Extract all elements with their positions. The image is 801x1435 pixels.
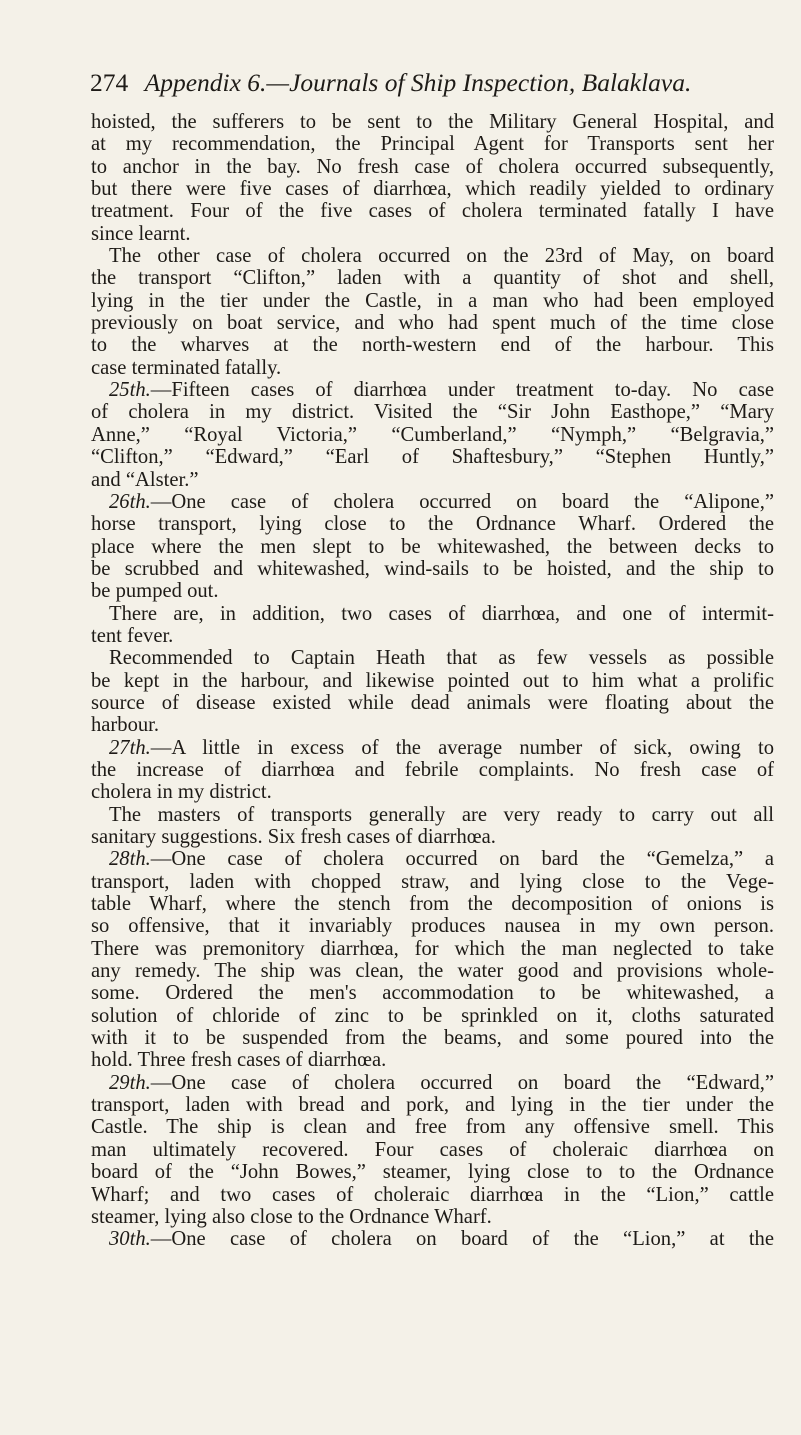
entry-date: 28th. <box>109 848 151 871</box>
text-line <box>91 334 774 356</box>
text-line <box>91 223 774 245</box>
line-text: be kept in the harbour, and likewise pointed out to him what a prolific <box>91 669 774 692</box>
line-text: —One case of cholera on board of the “Lion,” at the <box>150 1228 774 1251</box>
text-line <box>91 267 774 289</box>
text-line <box>91 1027 774 1049</box>
text-line <box>91 558 774 580</box>
line-text: Castle. The ship is clean and free from any offensive smell. This <box>91 1116 774 1139</box>
text-line <box>91 1116 774 1138</box>
text-line <box>91 692 774 714</box>
text-line <box>91 759 774 781</box>
entry-date: 29th. <box>109 1071 151 1094</box>
line-text: be pumped out. <box>91 580 219 603</box>
line-text: the increase of diarrhœa and febrile complaints. No fresh case of <box>91 758 774 781</box>
line-text: source of disease existed while dead animals were floating about the <box>91 691 774 714</box>
line-text: —One case of cholera occurred on board the “Alipone,” <box>150 490 774 513</box>
line-text: tent fever. <box>91 624 174 647</box>
text-line <box>91 401 774 423</box>
line-text: be scrubbed and whitewashed, wind-sails to be hoisted, and the ship to <box>91 557 774 580</box>
text-line <box>91 1005 774 1027</box>
line-text: Wharf; and two cases of choleraic diarrhœa in the “Lion,” cattle <box>91 1183 774 1206</box>
dated-entry-line <box>91 491 774 513</box>
text-line <box>91 804 774 826</box>
text-line <box>91 1184 774 1206</box>
dated-entry-line <box>91 1228 774 1250</box>
text-line <box>91 424 774 446</box>
line-text: man ultimately recovered. Four cases of choleraic diarrhœa on <box>91 1138 774 1161</box>
page-title: Appendix 6.—Journals of Ship Inspection, Balaklava. <box>144 68 692 97</box>
entry-date: 25th. <box>109 379 151 402</box>
text-line <box>91 133 774 155</box>
line-text: place where the men slept to be whitewashed, the between decks to <box>91 535 774 558</box>
line-text: board of the “John Bowes,” steamer, lying close to to the Ordnance <box>91 1161 774 1184</box>
line-text: Anne,” “Royal Victoria,” “Cumberland,” “Nymph,” “Belgravia,” <box>91 423 774 446</box>
text-line <box>91 111 774 133</box>
text-line <box>91 714 774 736</box>
line-text: harbour. <box>91 714 160 737</box>
body-text <box>91 111 774 1251</box>
line-text: cholera in my district. <box>91 781 272 804</box>
text-line <box>91 1049 774 1071</box>
text-line <box>91 446 774 468</box>
text-line <box>91 938 774 960</box>
line-text: table Wharf, where the stench from the decomposition of onions is <box>91 893 774 916</box>
text-line <box>91 960 774 982</box>
text-line <box>91 603 774 625</box>
line-text: the transport “Clifton,” laden with a quantity of shot and shell, <box>91 267 774 290</box>
line-text: —One case of cholera occurred on board the “Edward,” <box>150 1071 774 1094</box>
text-line <box>91 200 774 222</box>
line-text: previously on boat service, and who had spent much of the time close <box>91 312 774 335</box>
text-line <box>91 625 774 647</box>
line-text: “Clifton,” “Edward,” “Earl of Shaftesbury,” “Stephen Huntly,” <box>91 446 774 469</box>
line-text: horse transport, lying close to the Ordnance Wharf. Ordered the <box>91 513 774 536</box>
text-line <box>91 826 774 848</box>
entry-date: 30th. <box>109 1228 151 1251</box>
running-header <box>90 68 770 98</box>
line-text: so offensive, that it invariably produces nausea in my own person. <box>91 915 774 938</box>
line-text: lying in the tier under the Castle, in a man who had been employed <box>91 289 774 312</box>
dated-entry-line <box>91 848 774 870</box>
line-text: hold. Three fresh cases of diarrhœa. <box>91 1049 387 1072</box>
text-line <box>91 357 774 379</box>
line-text: and “Alster.” <box>91 468 199 491</box>
entry-date: 27th. <box>109 736 151 759</box>
line-text: There are, in addition, two cases of diarrhœa, and one of intermit- <box>109 602 774 625</box>
text-line <box>91 536 774 558</box>
text-line <box>91 893 774 915</box>
text-line <box>91 781 774 803</box>
text-line <box>91 312 774 334</box>
text-line <box>91 982 774 1004</box>
text-line <box>91 1139 774 1161</box>
line-text: transport, laden with bread and pork, and lying in the tier under the <box>91 1094 774 1117</box>
line-text: Recommended to Captain Heath that as few vessels as possible <box>109 647 774 670</box>
line-text: any remedy. The ship was clean, the water good and provisions whole- <box>91 960 774 983</box>
text-line <box>91 469 774 491</box>
text-line <box>91 156 774 178</box>
text-line <box>91 915 774 937</box>
text-line <box>91 178 774 200</box>
line-text: of cholera in my district. Visited the “Sir John Easthope,” “Mary <box>91 401 774 424</box>
line-text: at my recommendation, the Principal Agent for Transports sent her <box>91 133 774 156</box>
line-text: treatment. Four of the five cases of cholera terminated fatally I have <box>91 200 774 223</box>
line-text: solution of chloride of zinc to be sprinkled on it, cloths saturated <box>91 1004 774 1027</box>
line-text: transport, laden with chopped straw, and lying close to the Vege- <box>91 870 774 893</box>
text-line <box>91 580 774 602</box>
line-text: to the wharves at the north-western end of the harbour. This <box>91 334 774 357</box>
entry-date: 26th. <box>109 490 151 513</box>
line-text: —Fifteen cases of diarrhœa under treatment to-day. No case <box>150 379 774 402</box>
line-text: some. Ordered the men's accommodation to be whitewashed, a <box>91 982 774 1005</box>
line-text: —One case of cholera occurred on bard the “Gemelza,” a <box>150 848 774 871</box>
text-line <box>91 1206 774 1228</box>
line-text: case terminated fatally. <box>91 356 282 379</box>
line-text: hoisted, the sufferers to be sent to the Military General Hospital, and <box>91 111 774 133</box>
line-text: but there were five cases of diarrhœa, which readily yielded to ordinary <box>91 178 774 201</box>
line-text: steamer, lying also close to the Ordnance Wharf. <box>91 1205 492 1228</box>
dated-entry-line <box>91 379 774 401</box>
dated-entry-line <box>91 1072 774 1094</box>
text-line <box>91 290 774 312</box>
page-number: 274 <box>90 68 129 97</box>
text-line <box>91 871 774 893</box>
line-text: since learnt. <box>91 222 191 245</box>
text-line <box>91 1094 774 1116</box>
line-text: —A little in excess of the average number of sick, owing to <box>150 736 774 759</box>
line-text: The other case of cholera occurred on the 23rd of May, on board <box>109 245 774 268</box>
line-text: with it to be suspended from the beams, and some poured into the <box>91 1027 774 1050</box>
text-line <box>91 1161 774 1183</box>
line-text: The masters of transports generally are very ready to carry out all <box>109 803 774 826</box>
text-line <box>91 513 774 535</box>
text-line <box>91 245 774 267</box>
text-line <box>91 647 774 669</box>
line-text: There was premonitory diarrhœa, for which the man neglected to take <box>91 937 774 960</box>
line-text: sanitary suggestions. Six fresh cases of diarrhœa. <box>91 826 496 848</box>
dated-entry-line <box>91 737 774 759</box>
text-line <box>91 670 774 692</box>
line-text: to anchor in the bay. No fresh case of cholera occurred subsequently, <box>91 155 774 178</box>
